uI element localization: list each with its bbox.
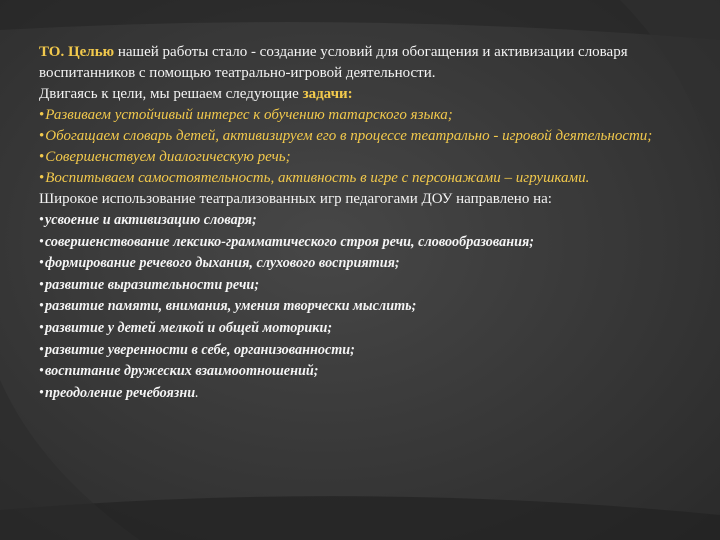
direction-item: • воспитание дружеских взаимоотношений; [39, 361, 679, 383]
last-direction-tail: . [195, 384, 199, 401]
goal-paragraph [39, 42, 679, 84]
task-item: • Обогащаем словарь детей, активизируем его в процессе театрально - игровой деятельности; [39, 126, 679, 147]
direction-item: • развитие выразительности речи; [39, 275, 679, 297]
direction-item: • формирование речевого дыхания, слухового восприятия; [39, 253, 679, 275]
task-item: • Воспитываем самостоятельность, активность в игре с персонажами – игрушками. [39, 168, 679, 189]
goal-text: нашей работы стало - создание условий для обогащения и активизации словаря воспитанников с помощью театрально-игровой деятельности. [39, 44, 628, 81]
direction-item: • развитие у детей мелкой и общей моторики; [39, 318, 679, 340]
tasks-lead: Двигаясь к цели, мы решаем следующие [39, 86, 303, 102]
direction-item: • развитие памяти, внимания, умения творчески мыслить; [39, 296, 679, 318]
directions-list [39, 210, 679, 404]
tasks-list [39, 105, 679, 189]
tasks-label: задачи: [302, 86, 353, 102]
goal-label: ТО. Целью [39, 44, 115, 60]
direction-item: • усвоение и активизацию словаря; [39, 210, 679, 232]
direction-item-last [39, 383, 679, 405]
tasks-heading [39, 84, 679, 105]
last-direction-text: преодоление речебоязни [44, 384, 196, 401]
task-item: • Совершенствуем диалогическую речь; [39, 147, 679, 168]
slide-content [39, 42, 679, 404]
direction-item: • развитие уверенности в себе, организованности; [39, 340, 679, 362]
direction-item: • совершенствование лексико-грамматического строя речи, словообразования; [39, 232, 679, 254]
directions-intro: Широкое использование театрализованных игр педагогами ДОУ направлено на: [39, 191, 552, 207]
task-item: • Развиваем устойчивый интерес к обучению татарского языка; [39, 105, 679, 126]
